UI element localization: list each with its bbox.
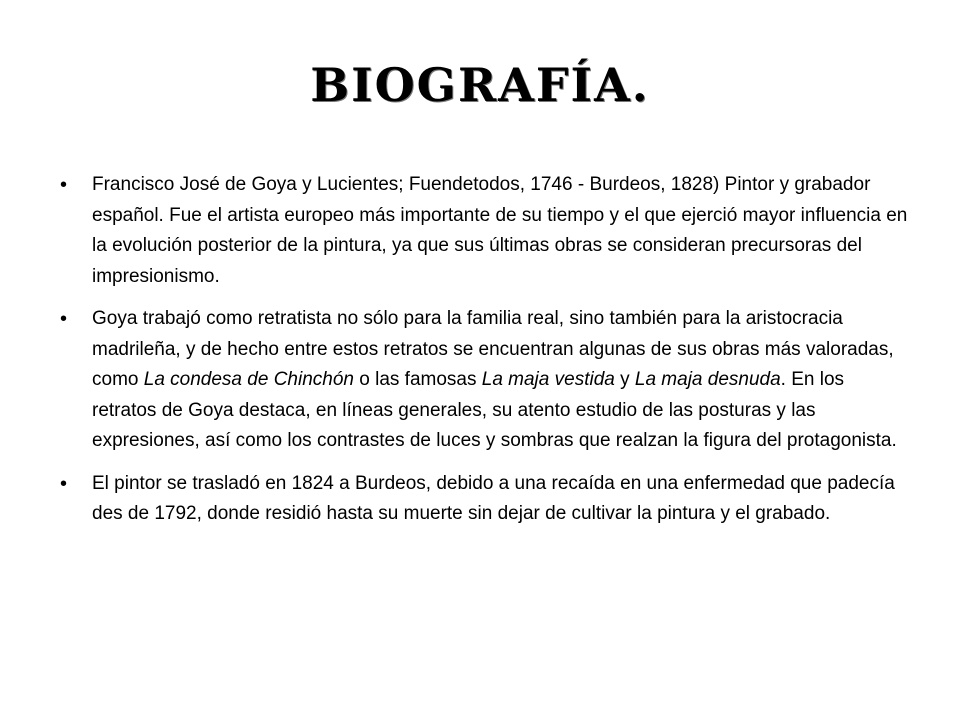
paragraph-text: y	[614, 369, 635, 390]
bullet-item-biography	[60, 170, 910, 292]
slide-title: BIOGRAFÍA.	[310, 58, 650, 112]
bullet-list	[60, 170, 910, 542]
paragraph-text: o las famosas	[353, 369, 482, 390]
bullet-item-portraits	[60, 304, 910, 457]
paragraph-text: Francisco José de Goya y Lucientes; Fuendetodos, 1746 - Burdeos, 1828) Pintor y grabador español. Fue el artista europeo más importante de su tiempo y el que ejerció mayor influencia en la evolución posterior de la pintura, ya que sus últimas obras se consideran precursoras del impresionismo.	[92, 174, 908, 287]
bullet-item-bordeaux	[60, 469, 910, 530]
artwork-title: La condesa de Chinchón	[143, 369, 354, 390]
paragraph-text: Goya trabajó como retratista no sólo para la familia real, sino también para la aristocracia madrileña, y de hecho entre estos retratos se encuentran algunas de sus obras más valoradas, como	[92, 308, 894, 390]
paragraph-text: . En los retratos de Goya destaca, en líneas generales, su atento estudio de las posturas y las expresiones, así como los contrastes de luces y sombras que realzan la figura del protagonista.	[92, 369, 897, 451]
artwork-title: La maja vestida	[481, 369, 615, 390]
paragraph-text: El pintor se trasladó en 1824 a Burdeos, debido a una recaída en una enfermedad que padecía des de 1792, donde residió hasta su muerte sin dejar de cultivar la pintura y el grabado.	[92, 472, 895, 524]
artwork-title: La maja desnuda	[634, 369, 781, 390]
